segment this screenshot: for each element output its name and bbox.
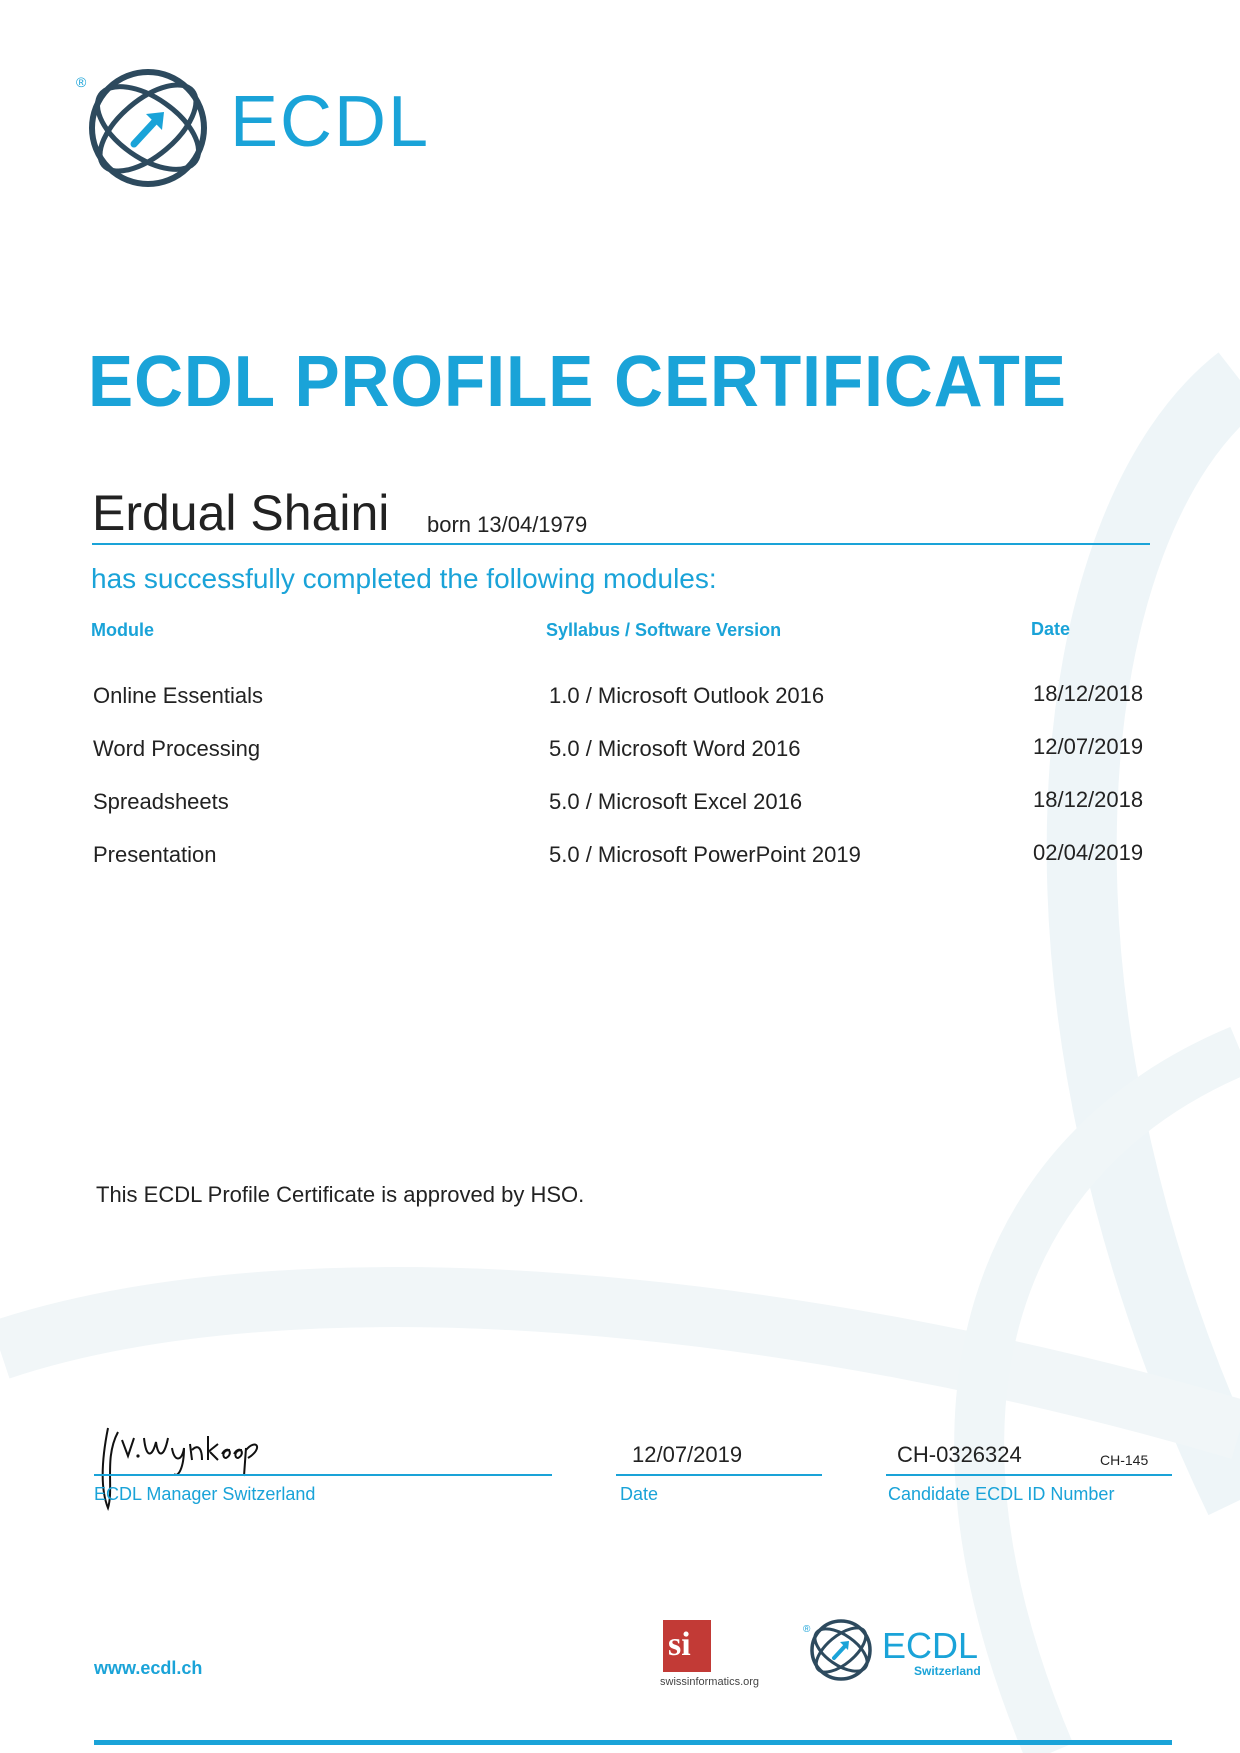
ecdl-switzerland-logo <box>806 1617 876 1683</box>
approval-statement: This ECDL Profile Certificate is approved by HSO. <box>96 1182 585 1207</box>
candidate-id-label: Candidate ECDL ID Number <box>888 1484 1115 1504</box>
row-3-module: Spreadsheets <box>93 789 229 814</box>
candidate-code: CH-145 <box>1100 1452 1149 1468</box>
row-2-module: Word Processing <box>93 736 261 761</box>
footer-registered-mark: ® <box>803 1624 811 1635</box>
row-1-module: Online Essentials <box>93 683 263 708</box>
header-date: Date <box>1031 619 1071 639</box>
footer-bottom-rule <box>94 1740 1172 1745</box>
completed-statement: has successfully completed the following modules: <box>91 563 717 594</box>
footer-brand-name: ECDL <box>882 1625 979 1666</box>
row-1-date: 18/12/2018 <box>1033 681 1144 706</box>
signature-text: J.v. Wynkoop <box>94 1418 100 1419</box>
date-label: Date <box>620 1484 659 1504</box>
row-4-syllabus: 5.0 / Microsoft PowerPoint 2019 <box>549 842 861 867</box>
header-syllabus: Syllabus / Software Version <box>546 620 782 640</box>
row-2-date: 12/07/2019 <box>1033 734 1144 759</box>
signature-label: ECDL Manager Switzerland <box>94 1484 316 1504</box>
holder-name: Erdual Shaini <box>92 485 390 541</box>
row-4-date: 02/04/2019 <box>1033 840 1144 865</box>
brand-name: ECDL <box>230 82 431 162</box>
footer-brand-country: Switzerland <box>914 1664 981 1678</box>
holder-birth-date: born 13/04/1979 <box>427 512 588 537</box>
row-4-module: Presentation <box>93 842 217 867</box>
certificate-title: ECDL PROFILE CERTIFICATE <box>88 342 1067 422</box>
row-1-syllabus: 1.0 / Microsoft Outlook 2016 <box>549 683 825 708</box>
header-module: Module <box>91 620 154 640</box>
holder-divider <box>92 543 1150 545</box>
date-line <box>616 1474 822 1476</box>
candidate-line <box>886 1474 1172 1476</box>
issue-date: 12/07/2019 <box>632 1442 743 1467</box>
ecdl-globe-logo <box>76 64 212 190</box>
registered-mark: ® <box>76 74 87 90</box>
row-3-date: 18/12/2018 <box>1033 787 1144 812</box>
swissinformatics-url: swissinformatics.org <box>660 1676 760 1688</box>
signature-line <box>94 1474 552 1476</box>
website-link[interactable]: www.ecdl.ch <box>94 1658 203 1678</box>
candidate-id: CH-0326324 <box>897 1442 1022 1467</box>
row-2-syllabus: 5.0 / Microsoft Word 2016 <box>549 736 801 761</box>
swissinformatics-logo-text: si <box>668 1626 691 1663</box>
row-3-syllabus: 5.0 / Microsoft Excel 2016 <box>549 789 803 814</box>
